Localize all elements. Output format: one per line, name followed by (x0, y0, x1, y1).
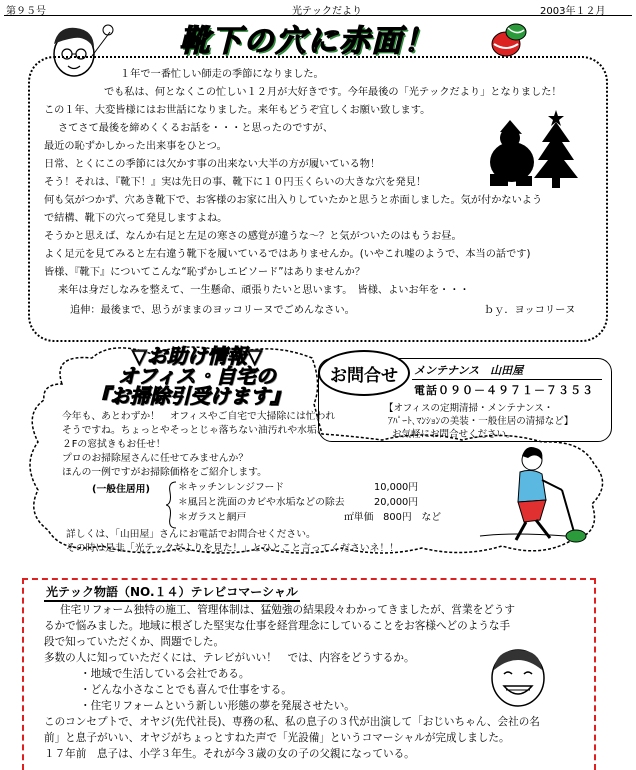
issue-date: 2003年１２月 (540, 6, 606, 17)
story-line: 多数の人に知っていただくには、テレビがいい！ では、内容をどうするか。 (44, 652, 415, 664)
tel-number: 電話０９０－４９７１－７３５３ (414, 384, 594, 397)
story-line: 段で知っていただくか、問題でした。 (44, 636, 225, 648)
intro-line: よく足元を見てみると左右違う靴下を履いているではありませんか。(いやこれ嘘のようで、本当の話です) (44, 249, 531, 260)
page-title: 靴下の穴に赤面！ (179, 24, 436, 59)
help-closing: 詳しくは、「山田屋」さんにお電話でお問合せください。 (66, 529, 316, 540)
price-label: (一般住居用) (92, 484, 150, 495)
story-title: 光テック物語（NO.１４）テレビコマーシャル (44, 583, 300, 602)
intro-line: 来年は身だしなみを整えて、一生懸命、頑張りたいと思います。 皆様、よいお年を・・・ (58, 285, 470, 296)
story-line: るかで悩みました。地域に根ざした堅実な仕事を経営理念にしていることをお客様へどのような手 (44, 620, 511, 632)
price-item: ＊ガラスと網戸 (178, 512, 247, 523)
intro-line: 最近の恥ずかしかった出来事をひとつ。 (44, 141, 227, 152)
story-line: 住宅リフォーム独特の施工、管理体制は、猛勉強の結果段々わかってきましたが、営業をどうす (60, 604, 515, 616)
tel-rule (412, 379, 602, 380)
shop-name: メンテナンス 山田屋 (414, 364, 524, 377)
intro-line: そうかと思えば、なんか右足と左足の寒さの感覚が違うな～？と気がついたのはもうお昼。 (44, 231, 462, 242)
intro-line: 追伸：最後まで、思うがままのヨッコリーヌでごめんなさい。 (70, 305, 355, 316)
intro-signature: ｂｙ．ヨッコリーヌ (484, 305, 576, 316)
help-closing: その時は是非「光テックだよりを見た！」とひとこと言ってくださいネ！！ (66, 543, 400, 554)
intro-line: さてさて最後を締めくくるお話を・・・と思ったのですが、 (58, 123, 334, 134)
contact-note: ｱﾊﾟｰﾄ､ﾏﾝｼｮﾝの美装・一般住居の清掃など】 (388, 416, 574, 427)
intro-line: 皆様、『靴下』についてこんな“恥ずかしエピソード”はありませんか？ (44, 267, 366, 278)
help-title-3: 『お掃除引受けます』 (90, 384, 290, 408)
help-line: プロのお掃除屋さんに任せてみませんか？ (62, 453, 249, 464)
story-line: １７年前 息子は、小学３年生。それが今３歳の女の子の父親になっている。 (44, 748, 415, 760)
contact-badge: お問合せ (318, 350, 410, 396)
price-bracket (166, 480, 178, 530)
contact-note: お気軽にお問合せください。 (392, 429, 516, 440)
christmas-ornaments-icon (488, 18, 532, 58)
help-title-2: オフィス・自宅の (118, 364, 276, 388)
intro-line: 日常、とくにこの季節には欠かす事の出来ない大半の方が履いている物！ (44, 159, 381, 170)
help-line: 今年も、あとわずか！ オフィスやご自宅で大掃除には忙われ (62, 411, 336, 422)
intro-line: そう！それは、『靴下！』実は先日の事、靴下に１０円玉くらいの大きな穴を発見！ (44, 177, 427, 188)
intro-line: この１年、大変皆様にはお世話になりました。来年もどうぞ宜しくお願い致します。 (44, 105, 431, 116)
help-line: ２Fの窓拭きもお任せ！ (62, 439, 166, 450)
intro-line: 何も気がつかず、穴あき靴下で、お客様のお家に出入りしていたかと思うと赤面しました。気が付かないよう (44, 195, 543, 206)
story-line: ・住宅リフォームという新しい形態の夢を発展させたい。 (80, 700, 355, 712)
issue-number: 第９５号 (6, 6, 46, 17)
smiling-man-icon (486, 644, 550, 710)
contact-note: 【オフィスの定期清掃・メンテナンス・ (384, 403, 554, 414)
story-line: ・どんな小さなことでも喜んで仕事をする。 (80, 684, 292, 696)
cleaning-lady-icon (470, 440, 590, 550)
price-item: ＊キッチンレンジフード (178, 482, 285, 493)
price-value: 10,000円 (374, 482, 419, 493)
price-item: ＊風呂と洗面のカビや水垢などの除去 (178, 497, 345, 508)
christmas-tree-icon (532, 108, 580, 190)
help-line: そうですね。ちょっとやそっとじゃ落ちない油汚れや水垢、 (62, 425, 327, 436)
newsletter-name: 光テックだより (292, 6, 362, 17)
story-line: ・地域で生活している会社である。 (80, 668, 250, 680)
intro-line: １年で一番忙しい師走の季節になりました。 (120, 69, 324, 80)
help-title-1: ▽お助け情報▽ (131, 344, 263, 368)
price-value: 20,000円 (374, 497, 419, 508)
price-value: ㎡単価 800円 など (344, 512, 442, 523)
story-line: 前」と息子がいい、オヤジがちょっとすねた声で「光設備」というコマーシャルが完成しました。 (44, 732, 510, 744)
intro-line: で結構、靴下の穴って発見しますよね。 (44, 213, 228, 224)
story-line: このコンセプトで、オヤジ(先代社長)、専務の私、私の息子の３代が出演して「おじいちゃん、会社の名 (44, 716, 540, 728)
intro-line: でも私は、何となくこの忙しい１２月が大好きです。今年最後の「光テックだより」となりました！ (104, 87, 562, 98)
help-line: ほんの一例ですがお掃除価格をご紹介します。 (62, 467, 267, 478)
